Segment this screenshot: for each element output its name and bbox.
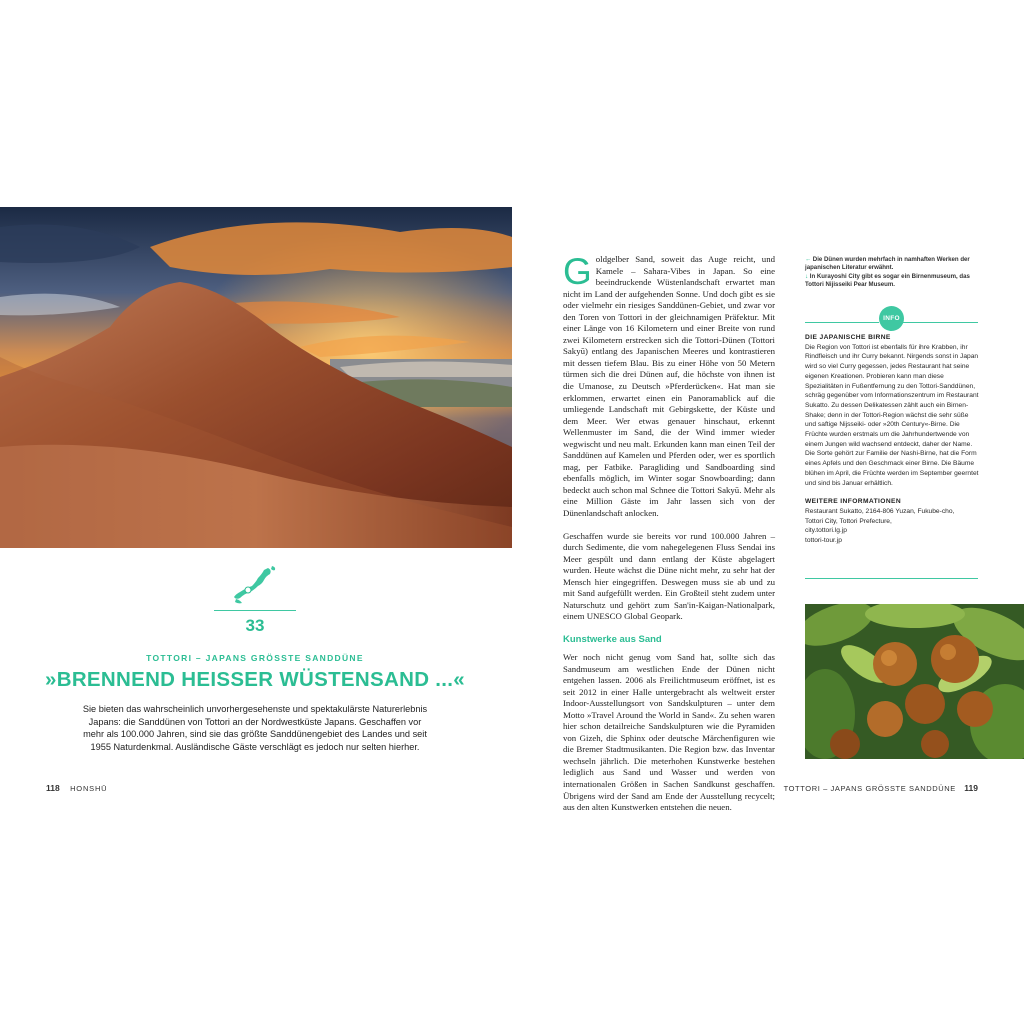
- more-info-line: Tottori City, Tottori Prefecture,: [805, 517, 892, 525]
- folio-left: [46, 783, 107, 793]
- photo-captions: [805, 256, 985, 290]
- japan-map-icon: [228, 566, 280, 606]
- arrow-down-icon: ↓: [805, 272, 809, 280]
- more-info-link: tottori-tour.jp: [805, 537, 842, 545]
- section-name-left: HONSHŪ: [70, 784, 108, 793]
- subheading: Kunstwerke aus Sand: [563, 633, 662, 645]
- more-info-line: Restaurant Sukatto, 2164-806 Yuzan, Fukube-cho,: [805, 507, 955, 515]
- caption-2-text: In Kurayoshi City gibt es sogar ein Birnenmuseum, das Tottori Nijisseiki Pear Museum.: [805, 272, 970, 289]
- intro-text: Sie bieten das wahrscheinlich unvorhergesehenste und spektakulärste Naturerlebnis Japans: die Sanddünen von Tottori an der Nordwestküste Japans. Geschaffen vor mehr als 100.000 Jahren, sind sie das größte Sanddünengebiet des Landes und seit 1955 Naturdenkmal. Ausländische Gäste verschlägt es jedoch nur selten hierher.: [82, 704, 428, 752]
- info-box: [805, 333, 980, 546]
- paragraph-1-text: oldgelber Sand, soweit das Auge reicht, und Kamele – Sahara-Vibes in Japan. So eine beeindruckende Wüstenlandschaft erwartet man nicht im Land der aufgehenden Sonne. Und doch gibt es sie oder vielmehr ein riesiges Sanddünen-Gebiet, und zwar vor den Toren von Tottori in der gleichnamigen Präfektur. Mit einer Länge von 16 Kilometern und einer Breite von rund zwei Kilometern erstrecken sich die Tottori-Dünen (Tottori Sakyū) entlang des Japanischen Meeres und kontrastieren mit dessen tiefem Blau. Bis zu einer Höhe von 50 Metern türmen sich die drei Dünen auf, die höchste von ihnen ist die Umanose, zu Deutsch »Pferderücken«. Hat man sie erklommen, erwartet einen ein Panoramablick auf die umliegende Landschaft mit Gebirgskette, der Küste und dem Meer. Wer etwas genauer hinschaut, erkennt Wellenmuster im Sand, die der Wind immer wieder wegwischt und neu malt. Erkunden kann man einen Teil der Sanddünen auf Kamelen und Pferden oder, wer es sportlich mag, per Fatbike. Paragliding und Sandboarding sind ebenfalls möglich, im Winter sogar Snowboarding; dann bedeckt auch schon mal Schnee die Tottori Sakyū. Mehr als eine Million Gäste im Jahr lassen sich von der Dünenlandschaft anlocken.: [563, 254, 775, 519]
- folio-right: [710, 783, 978, 793]
- paragraph-3: Wer noch nicht genug vom Sand hat, sollte sich das Sandmuseum am westlichen Ende der Dünen nicht entgehen lassen. 2006 als Freilichtmuseum eröffnet, ist es seit 2012 in einer Halle untergebracht als weltweit erster Indoor-Ausstellungsort von Sandskulpturen – unter dem Motto »Travel Around the World in Sand«. Zu sehen waren hier schon detailreiche Sandskulpturen wie die Pyramiden von Gizeh, die Sphinx oder deutsche Märchenfiguren wie die Bremer Stadtmusikanten. Die Region bzw. das Inventar wechseln jährlich. Die meterhohen Kunstwerke bestehen lediglich aus Sand und Wasser und werden von internationalen Größen in Sachen Sandkunst geschaffen. Übrigens wird der Sand am Ende der Ausstellung recycelt; aus den alten Kunstwerken entstehen die neuen.: [563, 651, 775, 813]
- article-body: [563, 251, 775, 814]
- section-name-right: TOTTORI – JAPANS GRÖSSTE SANDDÜNE: [783, 784, 956, 793]
- drop-cap: G: [563, 251, 592, 292]
- info-heading: DIE JAPANISCHE BIRNE: [805, 334, 891, 341]
- more-info-heading: WEITERE INFORMATIONEN: [805, 498, 902, 506]
- info-bottom-rule: [805, 578, 978, 579]
- info-badge: INFO: [879, 306, 904, 331]
- info-rule-right: [903, 322, 978, 323]
- info-text: Die Region von Tottori ist ebenfalls für ihre Krabben, ihr Rindfleisch und ihr Curry bekannt. Nirgends sonst in Japan wird so viel Curry gegessen, jedes Restaurant hat seine eigenen Kreationen. Probieren kann man diese Spezialitäten in Fußentfernung zu den Tottori-Sanddünen, schräg gegenüber vom Informationszentrum im Restaurant Sukatto. Zu dessen Delikatessen zählt auch ein Birnen-Shake; denn in der Tottori-Region wächst die sehr süße und saftige Nijsseiki- oder »20th Century«-Birne. Die Früchte wurden erstmals um die Jahrhundertwende von einem Jungen wild wachsend entdeckt, daher der Name. Die Sorte gehört zur Familie der Nashi-Birne, hat die Form eines Apfels und den Geschmack einer Birne. Die Bäume blühen im April, die Früchte werden im September geerntet und sind bis Januar erhältlich.: [805, 343, 979, 487]
- headline: »BRENNEND HEISSER WÜSTENSAND ...«: [45, 668, 465, 691]
- page-number-right: 119: [964, 783, 978, 793]
- page-number-left: 118: [46, 783, 60, 793]
- caption-1-text: Die Dünen wurden mehrfach in namhaften Werken der japanischen Literatur erwähnt.: [805, 256, 970, 272]
- paragraph-2: Geschaffen wurde sie bereits vor rund 100.000 Jahren – durch Sedimente, die vom nahegelegenen Fluss Sendai ins Meer gespült und dann entlang der Küste abgelagert wurden. Heute wächst die Düne nicht mehr, zu sehr hat der Mensch hier eingegriffen. Deswegen muss sie ab und zu mit Sand aufgefüllt werden. Ein Großteil steht zudem unter Naturschutz und gehört zum San'in-Kaigan-Nationalpark, einem UNESCO Global Geopark.: [563, 530, 775, 622]
- caption-1: [805, 256, 985, 273]
- chapter-number: 33: [245, 616, 265, 635]
- caption-2: [805, 273, 985, 290]
- kicker: TOTTORI – JAPANS GRÖSSTE SANDDÜNE: [146, 653, 364, 663]
- paragraph-1: [563, 251, 775, 520]
- more-info-link: city.tottori.lg.jp: [805, 527, 847, 535]
- info-rule-left: [805, 322, 879, 323]
- chapter-rule: [214, 610, 296, 611]
- arrow-left-icon: ←: [805, 256, 812, 263]
- pear-tree-photo: [805, 604, 1024, 759]
- sand-dune-photo: [0, 207, 512, 548]
